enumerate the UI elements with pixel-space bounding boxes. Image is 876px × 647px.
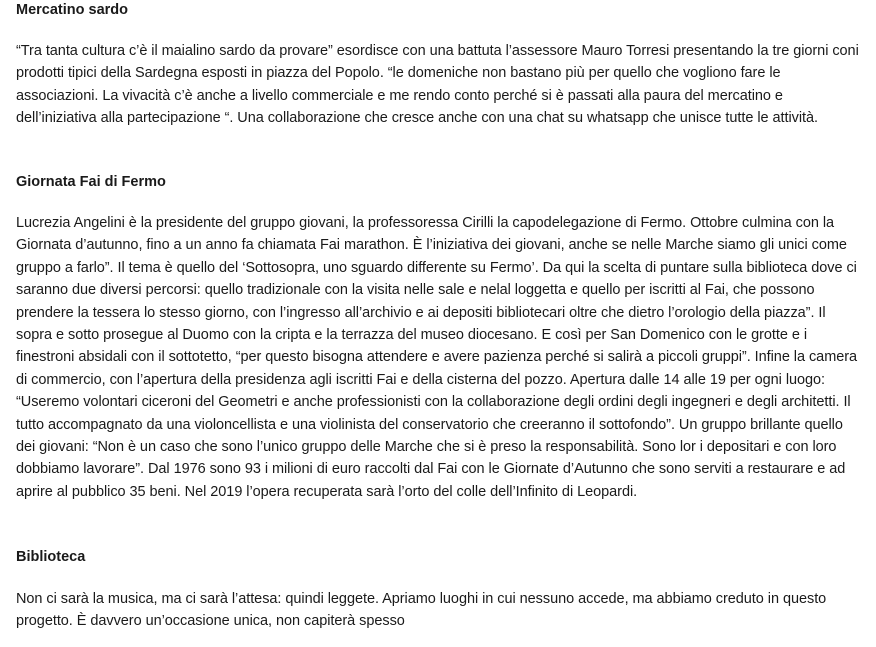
paragraph-giornata-fai: Lucrezia Angelini è la presidente del gruppo giovani, la professoressa Cirilli la capodelegazione di Fermo. Ottobre culmina con la Giornata d’autunno, fino a un anno fa chiamata Fai marathon. È l’iniziativa dei giovani, anche se nelle Marche siamo gli unici come gruppo a farlo”. Il tema è quello del ‘Sottosopra, uno sguardo differente su Fermo’. Da qui la scelta di puntare sulla biblioteca dove ci saranno due diversi percorsi: quello tradizionale con la visita nelle sale e nelal loggetta e quello per iscritti al Fai, che possono prendere la tessera lo stesso giorno, con l’ingresso all’archivio e ai depositi bibliotecari oltre che dietro l’orologio della piazza”. Il sopra e sotto prosegue al Duomo con la cripta e la terrazza del museo diocesano. E così per San Domenico con le grotte e i finestroni absidali con il sottotetto, “per questo bisogna attendere e avere pazienza perché si salirà a piccoli gruppi”. Infine la camera di commercio, con l’apertura della presidenza agli iscritti Fai e della cisterna del pozzo. Apertura dalle 14 alle 19 per ogni luogo: “Useremo volontari ciceroni del Geometri e anche professionisti con la collaborazione degli ordini degli ingegneri e degli architetti. Il tutto accompagnato da una violoncellista e una violinista del conservatorio che creeranno il sottofondo”. Un gruppo brillante quello dei giovani: “Non è un caso che sono l’unico gruppo delle Marche che si è preso la responsabilità. Sono lor i depositari e con loro dobbiamo lavorare”. Dal 1976 sono 93 i milioni di euro raccolti dal Fai con le Giornate d’Autunno che sono serviti a restaurare e ad aprire al pubblico 35 beni. Nel 2019 l’opera recuperata sarà l’orto del colle dell’Infinito di Leopardi. bbox=[16, 215, 858, 500]
section-heading-biblioteca: Biblioteca bbox=[16, 549, 86, 565]
section-heading-giornata-fai: Giornata Fai di Fermo bbox=[16, 174, 166, 190]
section-heading-mercatino-sardo: Mercatino sardo bbox=[16, 2, 128, 18]
paragraph-mercatino-sardo: “Tra tanta cultura c’è il maialino sardo da provare” esordisce con una battuta l’assessore Mauro Torresi presentando la tre giorni coni prodotti tipici della Sardegna esposti in piazza del Popolo. “le domeniche non bastano più per quello che vogliono fare le associazioni. La vivacità c’è anche a livello commerciale e me rendo conto perché si è passati alla paura del mercatino e dell’iniziativa alla partecipazione “. Una collaborazione che cresce anche con una chat su whatsapp che unisce tutte le attività. bbox=[16, 43, 859, 127]
paragraph-biblioteca: Non ci sarà la musica, ma ci sarà l’attesa: quindi leggete. Apriamo luoghi in cui nessuno accede, ma abbiamo creduto in questo progetto. È davvero un’occasione unica, non capiterà spesso bbox=[16, 591, 827, 630]
